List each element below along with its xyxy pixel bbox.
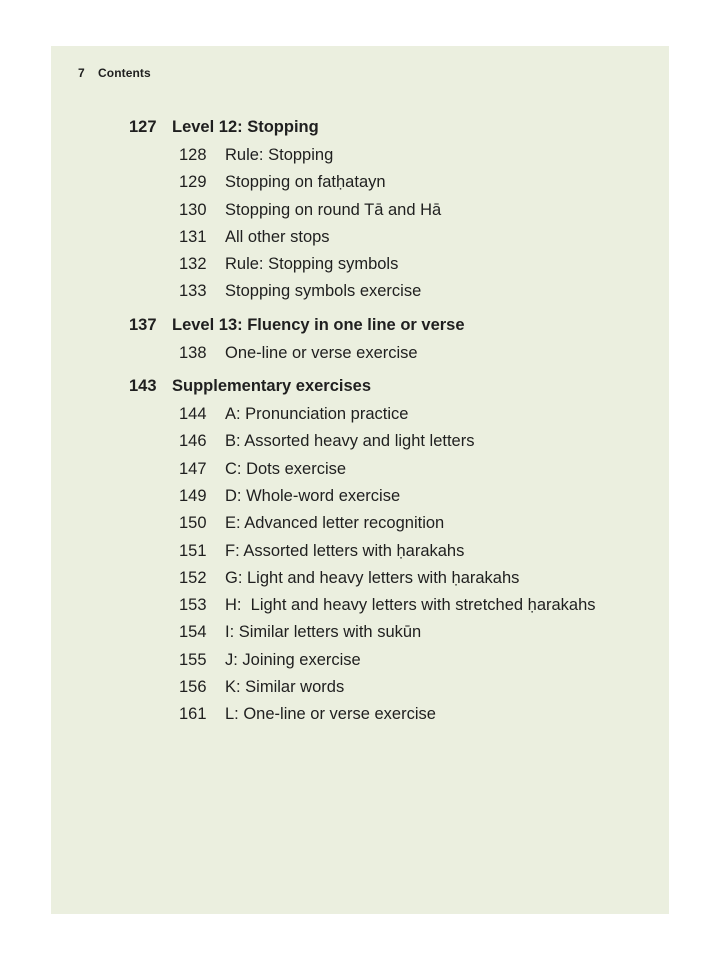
table-of-contents [129, 116, 649, 737]
toc-entry-page-number: 161 [179, 705, 207, 724]
toc-entry [129, 142, 649, 169]
toc-entry-page-number: 138 [179, 343, 207, 362]
toc-entry-page-number: 149 [179, 486, 207, 505]
toc-entry-title: Stopping symbols exercise [225, 282, 422, 301]
toc-entry-title: Stopping on fatḥatayn [225, 173, 386, 192]
toc-section-heading [129, 116, 649, 142]
toc-entry-title: A: Pronunciation practice [225, 405, 409, 424]
toc-entry [129, 251, 649, 278]
toc-entry-page-number: 147 [179, 459, 207, 478]
toc-entry-page-number: 155 [179, 650, 207, 669]
toc-entry [129, 538, 649, 565]
toc-entry-title: C: Dots exercise [225, 459, 347, 478]
toc-entry [129, 701, 649, 728]
toc-entry-page-number: 133 [179, 282, 207, 301]
toc-entry-title: Rule: Stopping [225, 146, 334, 164]
toc-entry-title: D: Whole-word exercise [225, 486, 401, 505]
toc-entry-title: All other stops [225, 227, 330, 246]
toc-entry-page-number: 128 [179, 146, 207, 164]
toc-section-page-number: 137 [129, 315, 157, 334]
toc-entry [129, 278, 649, 305]
toc-entry-title: L: One-line or verse exercise [225, 705, 436, 724]
toc-entry [129, 197, 649, 224]
toc-entry [129, 401, 649, 428]
toc-entry-page-number: 151 [179, 541, 207, 560]
toc-entry [129, 510, 649, 537]
toc-section-level-13 [129, 314, 649, 367]
toc-entry-title: I: Similar letters with sukūn [225, 623, 422, 642]
toc-entry-page-number: 129 [179, 173, 207, 192]
toc-entry-page-number: 150 [179, 514, 207, 533]
toc-entry [129, 224, 649, 251]
toc-entry-page-number: 144 [179, 405, 207, 424]
toc-section-title: Level 12: Stopping [172, 118, 319, 136]
toc-entry [129, 169, 649, 196]
toc-section-level-12 [129, 116, 649, 306]
toc-entry-title: Stopping on round Tā and Hā [225, 200, 442, 219]
running-head [78, 66, 151, 80]
toc-entry-page-number: 156 [179, 678, 207, 697]
toc-section-supplementary [129, 375, 649, 729]
toc-entry [129, 619, 649, 646]
toc-section-heading [129, 375, 649, 401]
toc-entry-page-number: 130 [179, 200, 207, 219]
toc-entry [129, 483, 649, 510]
toc-entry-page-number: 146 [179, 432, 207, 451]
toc-section-heading [129, 314, 649, 340]
toc-entry [129, 340, 649, 367]
toc-entry-title: J: Joining exercise [225, 650, 361, 669]
book-page [51, 46, 669, 914]
toc-entry-title: One-line or verse exercise [225, 343, 418, 362]
toc-entry [129, 456, 649, 483]
toc-entry-title: K: Similar words [225, 678, 345, 697]
toc-entry [129, 674, 649, 701]
toc-entry-page-number: 153 [179, 596, 207, 615]
toc-entry-page-number: 154 [179, 623, 207, 642]
toc-section-title: Level 13: Fluency in one line or verse [172, 315, 465, 334]
toc-section-page-number: 143 [129, 377, 157, 396]
toc-entry-page-number: 152 [179, 568, 207, 587]
toc-entry-title: F: Assorted letters with ḥarakahs [225, 541, 465, 560]
toc-entry [129, 647, 649, 674]
toc-entry-title: E: Advanced letter recognition [225, 514, 445, 533]
toc-entry-title: B: Assorted heavy and light letters [225, 432, 475, 451]
toc-entry-title: G: Light and heavy letters with ḥarakahs [225, 568, 520, 587]
running-head-title: Contents [98, 66, 151, 80]
toc-section-page-number: 127 [129, 118, 157, 136]
running-head-page-number: 7 [78, 66, 85, 80]
toc-section-title: Supplementary exercises [172, 377, 372, 396]
toc-entry [129, 565, 649, 592]
toc-entry-page-number: 131 [179, 227, 207, 246]
toc-entry-title: Rule: Stopping symbols [225, 255, 399, 274]
toc-entry-title: H: Light and heavy letters with stretched ḥarakahs [225, 596, 596, 615]
toc-entry-page-number: 132 [179, 255, 207, 274]
toc-entry [129, 592, 649, 619]
toc-entry [129, 428, 649, 455]
